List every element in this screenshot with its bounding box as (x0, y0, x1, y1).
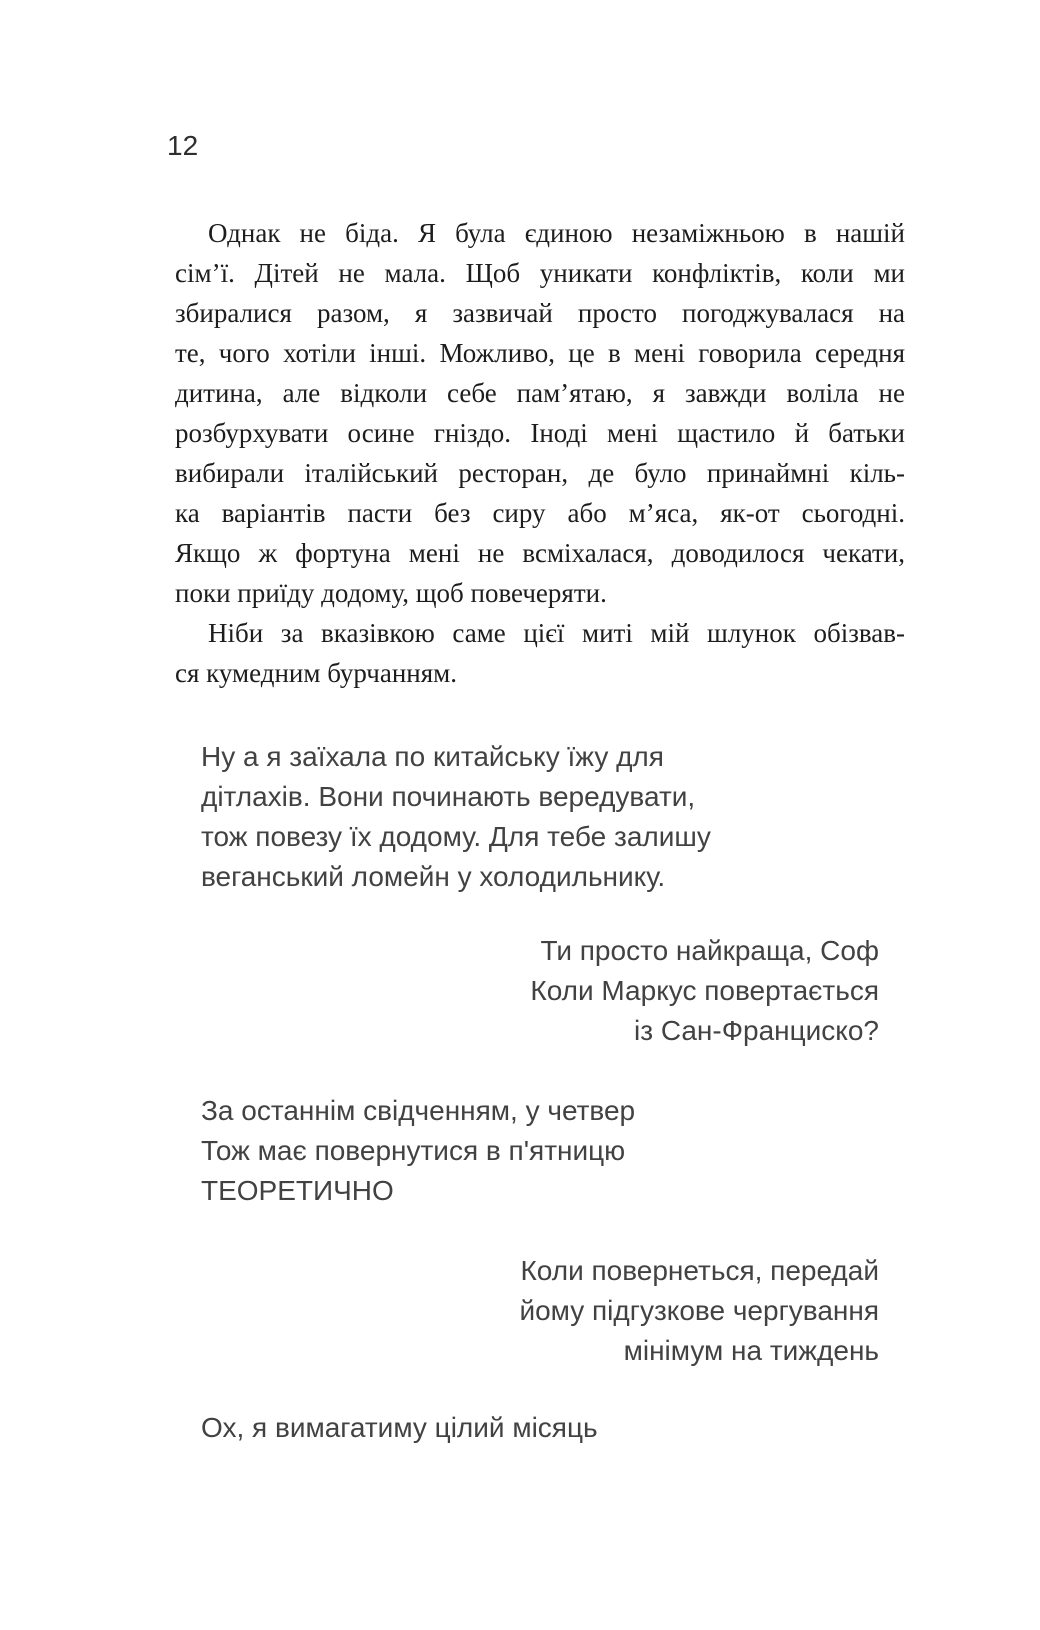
text-line: За останнім свідченням, у четвер (201, 1095, 636, 1126)
message-block-2 (530, 931, 879, 1051)
text-line: Однак не біда. Я була єдиною незаміжньою в нашій (208, 218, 905, 248)
text-line: ТЕОРЕТИЧНО (201, 1175, 394, 1206)
text-line: із Сан-Франциско? (633, 1015, 879, 1046)
text-line: сім’ї. Дітей не мала. Щоб уникати конфліктів, коли ми (175, 258, 905, 288)
message-block-3 (201, 1091, 635, 1211)
text-line: вибирали італійський ресторан, де було принаймні кіль- (175, 458, 905, 488)
message-block-4 (519, 1251, 879, 1371)
text-line: йому підгузкове чергування (519, 1295, 879, 1326)
text-line: Ніби за вказівкою саме цієї миті мій шлунок обізвав- (208, 618, 905, 648)
text-line: Тож має повернутися в п'ятницю (201, 1135, 626, 1166)
narrative-text (175, 213, 905, 693)
text-line: дитина, але відколи себе пам’ятаю, я завжди воліла не (175, 378, 905, 408)
text-line: веганський ломейн у холодильнику. (201, 861, 666, 892)
page-number: 12 (167, 130, 199, 161)
text-line: те, чого хотіли інші. Можливо, це в мені говорила середня (175, 338, 905, 368)
text-line: Ну а я заїхала по китайську їжу для (201, 741, 664, 772)
text-line: дітлахів. Вони починають вередувати, (201, 781, 696, 812)
text-line: Коли Маркус повертається (530, 975, 879, 1006)
text-line: розбурхувати осине гніздо. Іноді мені щастило й батьки (175, 418, 905, 448)
text-line: ся кумедним бурчанням. (175, 658, 457, 688)
text-line: поки приїду додому, щоб повечеряти. (175, 578, 607, 608)
text-line: тож повезу їх додому. Для тебе залишу (201, 821, 711, 852)
text-line: мінімум на тиждень (623, 1335, 879, 1366)
paragraph-1 (175, 213, 905, 613)
text-line: ка варіантів пасти без сиру або м’яса, як-от сьогодні. (175, 498, 905, 528)
text-line: Ох, я вимагатиму цілий місяць (201, 1412, 598, 1443)
text-line: Ти просто найкраща, Соф (540, 935, 879, 966)
message-block-5 (201, 1408, 598, 1448)
message-block-1 (201, 737, 711, 897)
paragraph-2 (175, 613, 905, 693)
text-line: збиралися разом, я зазвичай просто погоджувалася на (175, 298, 905, 328)
text-line: Якщо ж фортуна мені не всміхалася, доводилося чекати, (175, 538, 905, 568)
text-line: Коли повернеться, передай (520, 1255, 879, 1286)
